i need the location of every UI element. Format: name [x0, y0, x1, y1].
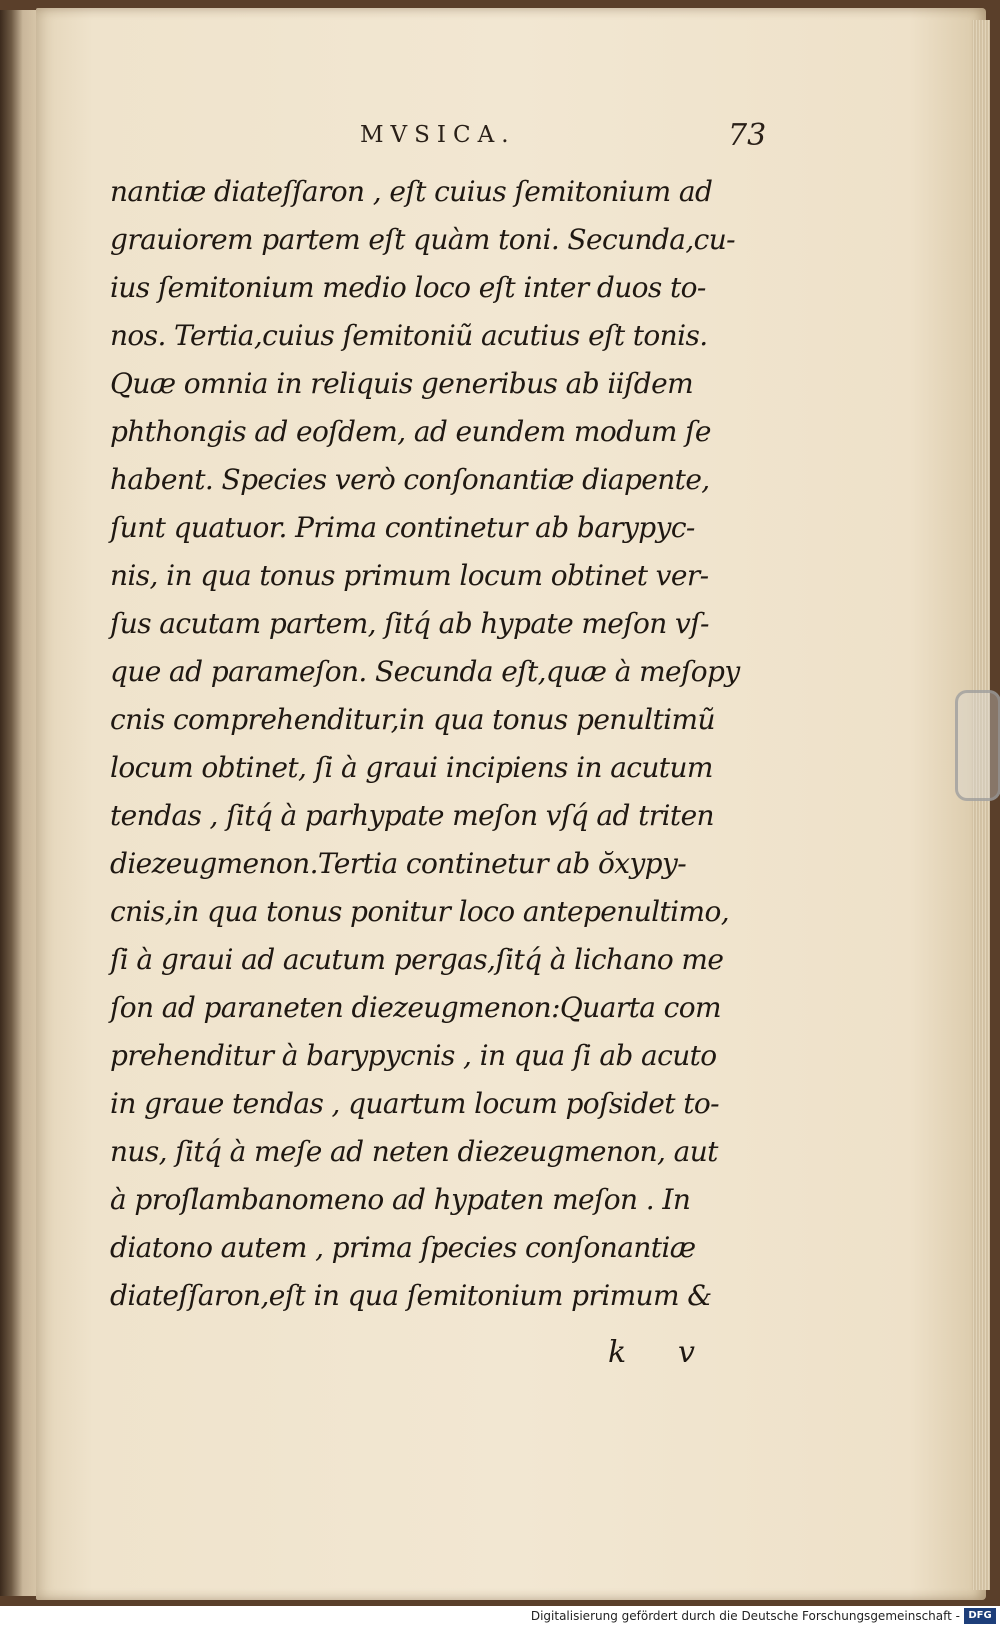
- text-line: Quæ omnia in reliquis generibus ab iiſdem: [110, 367, 694, 400]
- running-title: MVSICA.: [360, 122, 516, 148]
- text-line: nantiæ diateſſaron , eſt cuius ſemitonium ad: [110, 175, 713, 208]
- text-line: in graue tendas , quartum locum poſsidet to-: [110, 1087, 719, 1120]
- page-number: 73: [728, 118, 767, 153]
- page-fore-edge: [972, 20, 990, 1590]
- catchword: v: [678, 1335, 695, 1370]
- text-line: ſi à graui ad acutum pergas,ſitq́ à lichano me: [110, 943, 724, 976]
- text-line: diatono autem , prima ſpecies conſonantiæ: [110, 1231, 696, 1264]
- book-spine-edge: [0, 10, 38, 1596]
- text-line: ſus acutam partem, ſitq́ ab hypate meſon vſ-: [110, 607, 709, 640]
- catchwords: [608, 1335, 728, 1379]
- text-line: habent. Species verò conſonantiæ diapente,: [110, 463, 710, 496]
- text-line: cnis comprehenditur,in qua tonus penultimũ: [110, 703, 715, 736]
- digitization-credit: Digitalisierung gefördert durch die Deutsche Forschungsgemeinschaft -: [530, 1609, 960, 1623]
- signature-mark: k: [608, 1335, 627, 1370]
- text-line: diezeugmenon.Tertia continetur ab ŏxypy-: [110, 847, 687, 880]
- text-line: locum obtinet, ſi à graui incipiens in acutum: [110, 751, 713, 784]
- body-text: [110, 168, 795, 1320]
- paper-clip-icon: [955, 690, 1000, 801]
- text-line: grauiorem partem eſt quàm toni. Secunda,cu-: [110, 223, 736, 256]
- dfg-logo: DFG: [964, 1608, 996, 1624]
- text-line: cnis,in qua tonus ponitur loco antepenultimo,: [110, 895, 729, 928]
- text-line: à proſlambanomeno ad hypaten meſon . In: [110, 1183, 691, 1216]
- text-line: nus, ſitq́ à meſe ad neten diezeugmenon, aut: [110, 1135, 718, 1168]
- text-line: ſunt quatuor. Prima continetur ab barypyc-: [110, 511, 695, 544]
- text-line: phthongis ad eoſdem, ad eundem modum ſe: [110, 415, 711, 448]
- text-line: nis, in qua tonus primum locum obtinet ver-: [110, 559, 709, 592]
- text-line: que ad parameſon. Secunda eſt,quæ à meſopy: [110, 655, 740, 688]
- footer-bar: [0, 1606, 1000, 1628]
- text-line: nos. Tertia,cuius ſemitoniũ acutius eſt tonis.: [110, 319, 708, 352]
- text-line: diateſſaron,eſt in qua ſemitonium primum &: [110, 1279, 712, 1312]
- text-line: prehenditur à barypycnis , in qua ſi ab acuto: [110, 1039, 717, 1072]
- text-line: ius ſemitonium medio loco eſt inter duos to-: [110, 271, 706, 304]
- text-line: ſon ad paraneten diezeugmenon:Quarta com: [110, 991, 721, 1024]
- page-header: [360, 118, 780, 162]
- text-line: tendas , ſitq́ à parhypate meſon vſq́ ad triten: [110, 799, 714, 832]
